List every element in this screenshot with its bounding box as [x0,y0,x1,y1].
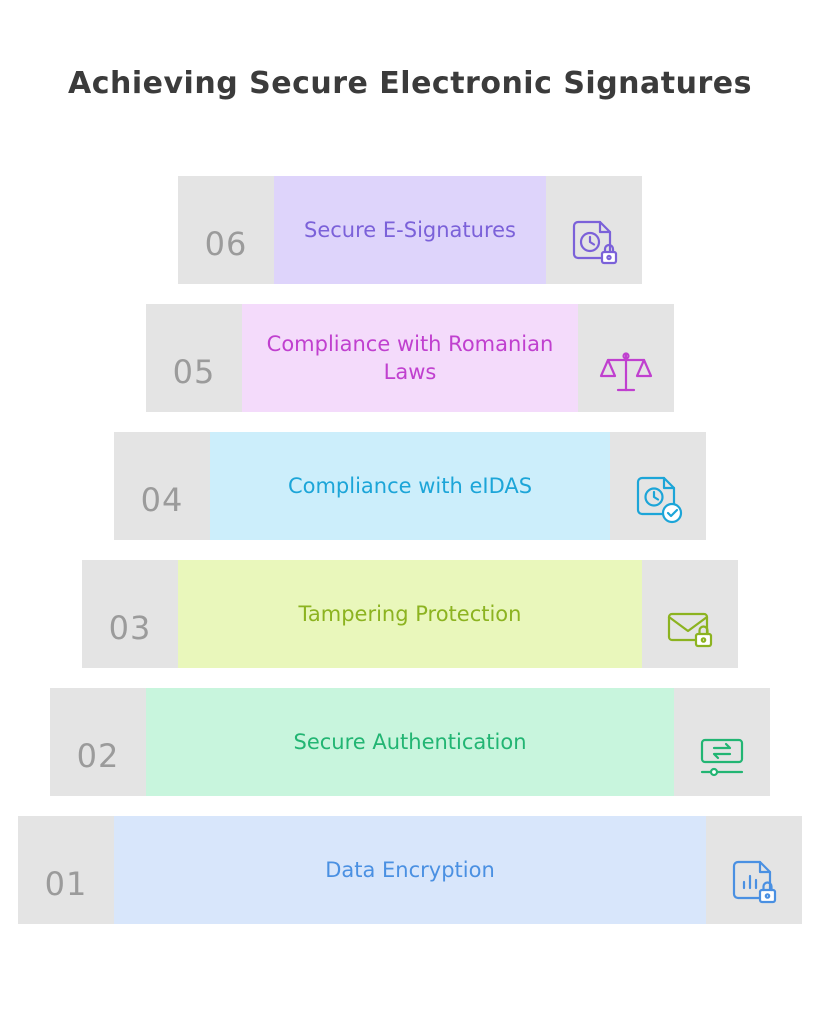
transfer-exchange-icon [674,716,770,796]
scales-balance-icon [578,332,674,412]
step-label: Tampering Protection [298,602,522,626]
step-number: 06 [204,225,248,263]
step-panel [178,560,642,668]
step-number: 01 [44,865,88,903]
page-title: Achieving Secure Electronic Signatures [68,66,752,101]
document-clock-check-icon [610,460,706,540]
step-label: Secure Authentication [293,730,527,754]
pyramid-step-02 [50,688,770,796]
stepped-pyramid-diagram [0,176,820,944]
step-number: 02 [76,737,120,775]
step-panel [114,816,706,924]
step-number: 03 [108,609,152,647]
pyramid-step-04 [114,432,706,540]
step-panel [274,176,546,284]
step-panel [146,688,674,796]
step-number: 05 [172,353,216,391]
step-panel [210,432,610,540]
pyramid-step-03 [82,560,738,668]
step-label: Secure E-Signatures [304,218,516,242]
step-panel [242,304,578,412]
document-chart-lock-icon [706,844,802,924]
pyramid-step-06 [178,176,642,284]
step-label: Compliance with Romanian Laws [266,332,554,384]
pyramid-step-01 [18,816,802,924]
pyramid-step-05 [146,304,674,412]
document-clock-lock-icon [546,204,642,284]
envelope-lock-icon [642,588,738,668]
step-label: Data Encryption [325,858,495,882]
step-label: Compliance with eIDAS [287,474,533,498]
step-number: 04 [140,481,184,519]
